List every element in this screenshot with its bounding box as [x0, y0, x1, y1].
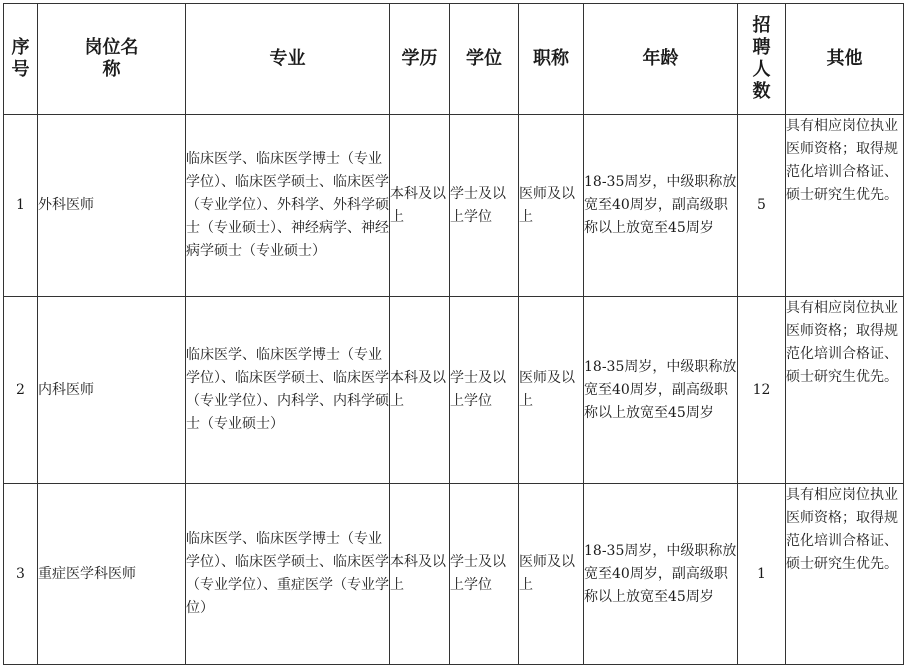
row-degree: 学士及以上学位: [450, 484, 519, 665]
row-index: 1: [4, 115, 38, 297]
header-index: 序号: [4, 4, 38, 115]
row-age: 18-35周岁，中级职称放宽至40周岁，副高级职称以上放宽至45周岁: [584, 115, 738, 297]
row-education: 本科及以上: [390, 484, 450, 665]
row-title: 医师及以上: [519, 115, 584, 297]
row-other: 具有相应岗位执业医师资格；取得规范化培训合格证、硕士研究生优先。: [786, 297, 904, 484]
header-other: 其他: [786, 4, 904, 115]
row-count: 5: [738, 115, 786, 297]
row-degree: 学士及以上学位: [450, 297, 519, 484]
row-degree: 学士及以上学位: [450, 115, 519, 297]
table-row: [4, 297, 904, 484]
row-index: 2: [4, 297, 38, 484]
recruitment-table: [3, 3, 904, 665]
row-major: 临床医学、临床医学博士（专业学位）、临床医学硕士、临床医学（专业学位）、内科学、内科学硕士（专业硕士）: [186, 297, 390, 484]
row-position: 外科医师: [38, 115, 186, 297]
row-title: 医师及以上: [519, 297, 584, 484]
row-education: 本科及以上: [390, 115, 450, 297]
header-major: 专业: [186, 4, 390, 115]
header-count: 招聘人数: [738, 4, 786, 115]
row-index: 3: [4, 484, 38, 665]
header-title: 职称: [519, 4, 584, 115]
row-title: 医师及以上: [519, 484, 584, 665]
table-row: [4, 484, 904, 665]
row-major: 临床医学、临床医学博士（专业学位）、临床医学硕士、临床医学（专业学位）、外科学、外科学硕士（专业硕士）、神经病学、神经病学硕士（专业硕士）: [186, 115, 390, 297]
row-other: 具有相应岗位执业医师资格；取得规范化培训合格证、硕士研究生优先。: [786, 484, 904, 665]
row-count: 12: [738, 297, 786, 484]
header-education: 学历: [390, 4, 450, 115]
header-age: 年龄: [584, 4, 738, 115]
header-row: [4, 4, 904, 115]
row-count: 1: [738, 484, 786, 665]
header-position: 岗位名称: [38, 4, 186, 115]
row-other: 具有相应岗位执业医师资格；取得规范化培训合格证、硕士研究生优先。: [786, 115, 904, 297]
row-education: 本科及以上: [390, 297, 450, 484]
row-major: 临床医学、临床医学博士（专业学位）、临床医学硕士、临床医学（专业学位）、重症医学（专业学位）: [186, 484, 390, 665]
row-position: 重症医学科医师: [38, 484, 186, 665]
row-age: 18-35周岁，中级职称放宽至40周岁，副高级职称以上放宽至45周岁: [584, 297, 738, 484]
row-age: 18-35周岁，中级职称放宽至40周岁，副高级职称以上放宽至45周岁: [584, 484, 738, 665]
row-position: 内科医师: [38, 297, 186, 484]
header-degree: 学位: [450, 4, 519, 115]
table-row: [4, 115, 904, 297]
